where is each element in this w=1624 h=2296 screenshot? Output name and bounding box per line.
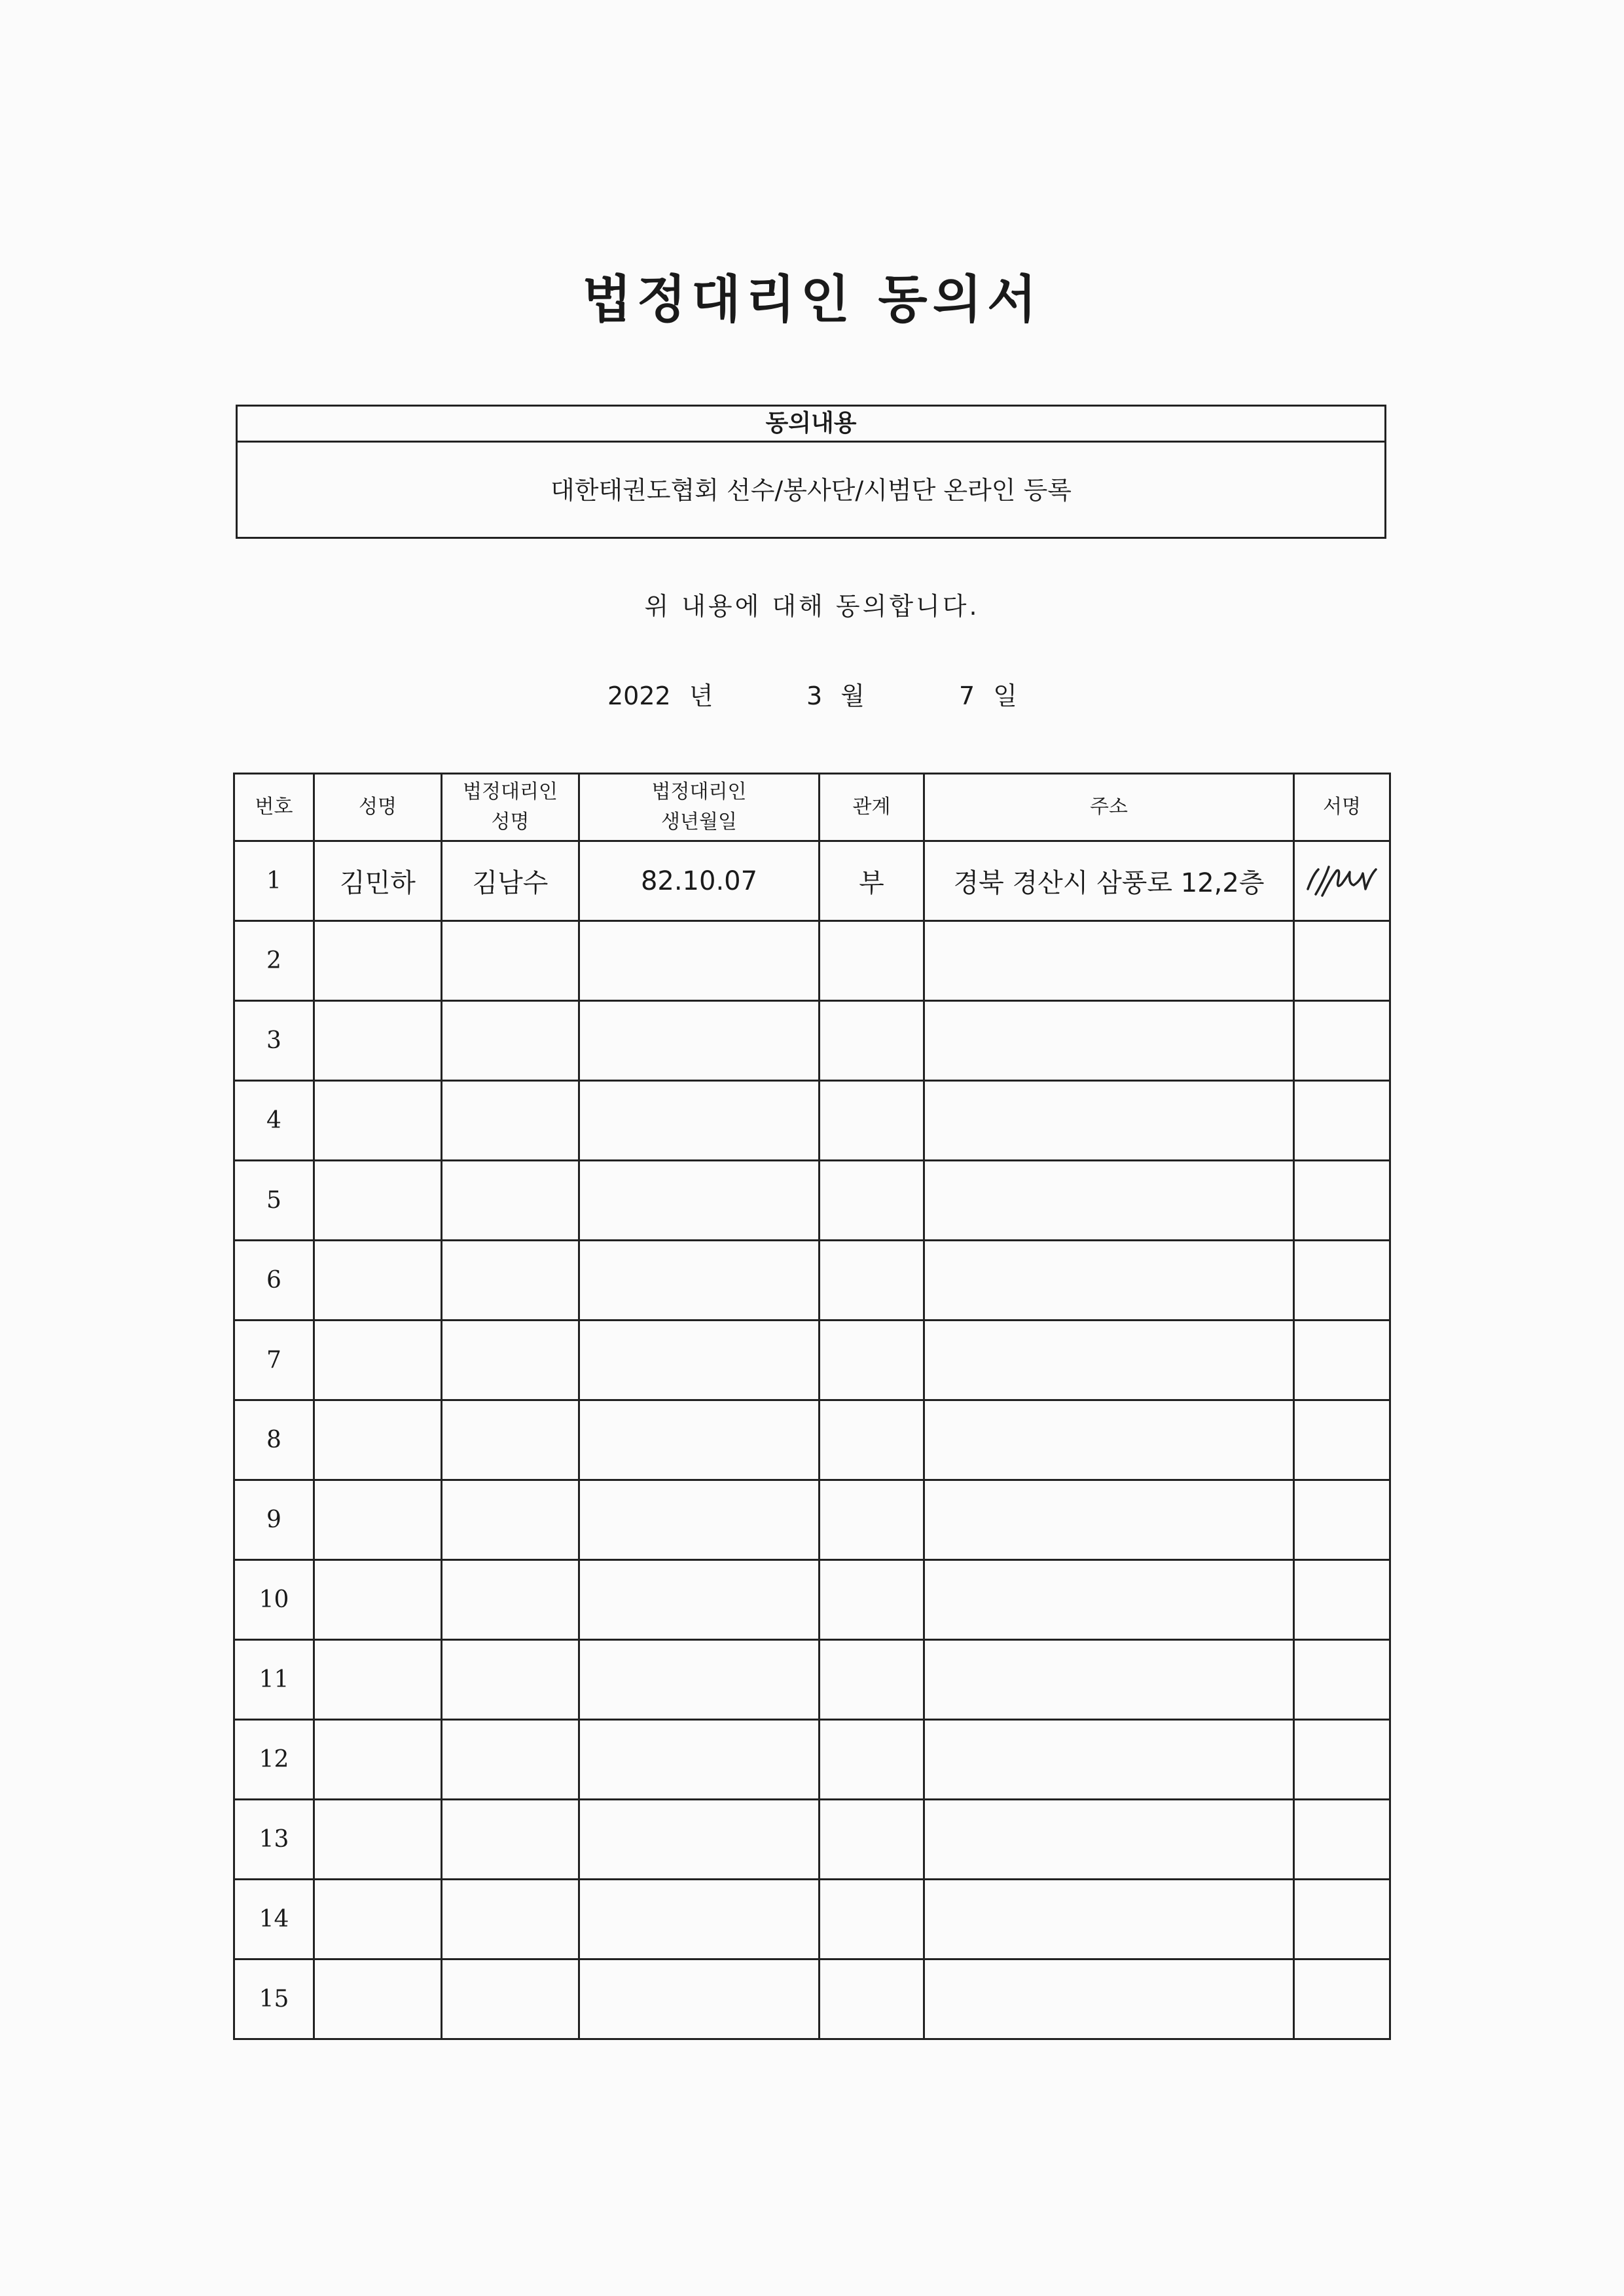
cell-relation: [820, 1081, 924, 1161]
date-month-unit: 월: [840, 682, 865, 710]
cell-no: 5: [234, 1161, 314, 1241]
cell-relation: [820, 1959, 924, 2039]
cell-name: [314, 1560, 442, 1640]
cell-relation: [820, 1400, 924, 1480]
date-day-value: 7: [959, 682, 975, 710]
cell-relation: [820, 1480, 924, 1560]
cell-signature: [1294, 921, 1390, 1001]
cell-address: [924, 1321, 1294, 1400]
table-row: [234, 921, 1390, 1001]
cell-address: [924, 1001, 1294, 1081]
cell-guardian-name: [442, 1241, 579, 1321]
cell-name: [314, 1400, 442, 1480]
cell-guardian-birth: 82.10.07: [579, 841, 820, 921]
cell-relation: [820, 921, 924, 1001]
table-row: [234, 1720, 1390, 1800]
cell-guardian-birth: [579, 1880, 820, 1959]
cell-no: 8: [234, 1400, 314, 1480]
cell-name: [314, 1321, 442, 1400]
cell-address: [924, 1720, 1294, 1800]
cell-address: [924, 1241, 1294, 1321]
cell-guardian-name: [442, 1880, 579, 1959]
cell-no: 4: [234, 1081, 314, 1161]
table-row: [234, 1480, 1390, 1560]
cell-name: 김민하: [314, 841, 442, 921]
cell-signature: [1294, 1560, 1390, 1640]
cell-address: [924, 1959, 1294, 2039]
cell-guardian-name: [442, 1001, 579, 1081]
header-name: 성명: [314, 774, 442, 841]
cell-name: [314, 1081, 442, 1161]
cell-relation: 부: [820, 841, 924, 921]
date-year-unit: 년: [689, 682, 713, 710]
cell-guardian-birth: [579, 1400, 820, 1480]
cell-no: 14: [234, 1880, 314, 1959]
cell-name: [314, 921, 442, 1001]
table-row: [234, 1161, 1390, 1241]
guardian-consent-table: [233, 773, 1391, 2040]
cell-address: [924, 921, 1294, 1001]
cell-signature: [1294, 1081, 1390, 1161]
cell-name: [314, 1001, 442, 1081]
table-row: [234, 1081, 1390, 1161]
cell-signature: [1294, 1480, 1390, 1560]
cell-address: [924, 1800, 1294, 1880]
cell-no: 3: [234, 1001, 314, 1081]
consent-statement: 위 내용에 대해 동의합니다.: [644, 592, 980, 621]
header-guardian-birth-line2: 생년월일: [661, 811, 737, 833]
cell-name: [314, 1720, 442, 1800]
cell-signature: [1294, 841, 1390, 921]
cell-name: [314, 1241, 442, 1321]
header-guardian-name-line1: 법정대리인: [463, 780, 558, 803]
cell-no: 1: [234, 841, 314, 921]
header-guardian-name-line2: 성명: [491, 811, 530, 833]
cell-guardian-name: 김남수: [442, 841, 579, 921]
cell-signature: [1294, 1640, 1390, 1720]
date-day-unit: 일: [993, 682, 1017, 710]
header-guardian-name: [442, 774, 579, 841]
cell-no: 7: [234, 1321, 314, 1400]
cell-signature: [1294, 1720, 1390, 1800]
date-day: [959, 676, 1017, 712]
document-title: 법정대리인 동의서: [582, 270, 1042, 329]
cell-name: [314, 1959, 442, 2039]
cell-relation: [820, 1321, 924, 1400]
cell-guardian-name: [442, 1400, 579, 1480]
cell-no: 10: [234, 1560, 314, 1640]
date-month-value: 3: [806, 682, 823, 710]
cell-guardian-birth: [579, 1081, 820, 1161]
cell-name: [314, 1480, 442, 1560]
cell-guardian-name: [442, 921, 579, 1001]
consent-body: 대한태권도협회 선수/봉사단/시범단 온라인 등록: [550, 476, 1072, 505]
cell-guardian-birth: [579, 1480, 820, 1560]
cell-signature: [1294, 1001, 1390, 1081]
cell-address: [924, 1560, 1294, 1640]
cell-relation: [820, 1560, 924, 1640]
date-month: [806, 676, 865, 712]
header-address: 주소: [924, 774, 1294, 841]
cell-guardian-name: [442, 1081, 579, 1161]
cell-signature: [1294, 1880, 1390, 1959]
cell-guardian-birth: [579, 1800, 820, 1880]
cell-guardian-birth: [579, 1321, 820, 1400]
table-header-row: [234, 774, 1390, 841]
cell-guardian-birth: [579, 1959, 820, 2039]
cell-guardian-name: [442, 1560, 579, 1640]
header-no: 번호: [234, 774, 314, 841]
cell-guardian-birth: [579, 1161, 820, 1241]
header-relation: 관계: [820, 774, 924, 841]
consent-header: 동의내용: [238, 407, 1384, 443]
cell-name: [314, 1800, 442, 1880]
table-row: [234, 1560, 1390, 1640]
cell-signature: [1294, 1959, 1390, 2039]
header-guardian-birth: [579, 774, 820, 841]
cell-no: 9: [234, 1480, 314, 1560]
cell-guardian-birth: [579, 1560, 820, 1640]
cell-guardian-name: [442, 1800, 579, 1880]
cell-name: [314, 1161, 442, 1241]
handwritten-signature: [1303, 855, 1381, 907]
cell-address: [924, 1480, 1294, 1560]
table-row: [234, 1800, 1390, 1880]
cell-no: 2: [234, 921, 314, 1001]
header-guardian-birth-line1: 법정대리인: [651, 780, 747, 803]
cell-guardian-name: [442, 1720, 579, 1800]
cell-relation: [820, 1720, 924, 1800]
cell-name: [314, 1880, 442, 1959]
cell-relation: [820, 1640, 924, 1720]
cell-no: 13: [234, 1800, 314, 1880]
cell-guardian-name: [442, 1640, 579, 1720]
table-row: [234, 1001, 1390, 1081]
table-row: [234, 1400, 1390, 1480]
cell-no: 15: [234, 1959, 314, 2039]
cell-address: [924, 1640, 1294, 1720]
cell-address: [924, 1880, 1294, 1959]
cell-address: [924, 1081, 1294, 1161]
cell-address: [924, 1400, 1294, 1480]
cell-no: 11: [234, 1640, 314, 1720]
table-row: [234, 1880, 1390, 1959]
cell-signature: [1294, 1161, 1390, 1241]
date-year: [607, 676, 713, 712]
cell-signature: [1294, 1800, 1390, 1880]
cell-guardian-name: [442, 1959, 579, 2039]
cell-signature: [1294, 1241, 1390, 1321]
cell-signature: [1294, 1321, 1390, 1400]
cell-relation: [820, 1880, 924, 1959]
cell-guardian-birth: [579, 1640, 820, 1720]
table-row: [234, 1241, 1390, 1321]
cell-relation: [820, 1800, 924, 1880]
table-row: [234, 1321, 1390, 1400]
cell-address: 경북 경산시 삼풍로 12,2층: [924, 841, 1294, 921]
cell-guardian-birth: [579, 1241, 820, 1321]
table-row: [234, 1959, 1390, 2039]
cell-guardian-name: [442, 1321, 579, 1400]
cell-guardian-birth: [579, 921, 820, 1001]
cell-no: 12: [234, 1720, 314, 1800]
table-row: [234, 1640, 1390, 1720]
cell-signature: [1294, 1400, 1390, 1480]
cell-no: 6: [234, 1241, 314, 1321]
cell-guardian-birth: [579, 1720, 820, 1800]
table-row: [234, 841, 1390, 921]
cell-guardian-name: [442, 1480, 579, 1560]
cell-relation: [820, 1161, 924, 1241]
header-signature: 서명: [1294, 774, 1390, 841]
cell-relation: [820, 1001, 924, 1081]
cell-guardian-name: [442, 1161, 579, 1241]
cell-address: [924, 1161, 1294, 1241]
consent-content-box: [236, 405, 1386, 539]
cell-name: [314, 1640, 442, 1720]
cell-relation: [820, 1241, 924, 1321]
date-year-value: 2022: [607, 682, 671, 710]
cell-guardian-birth: [579, 1001, 820, 1081]
